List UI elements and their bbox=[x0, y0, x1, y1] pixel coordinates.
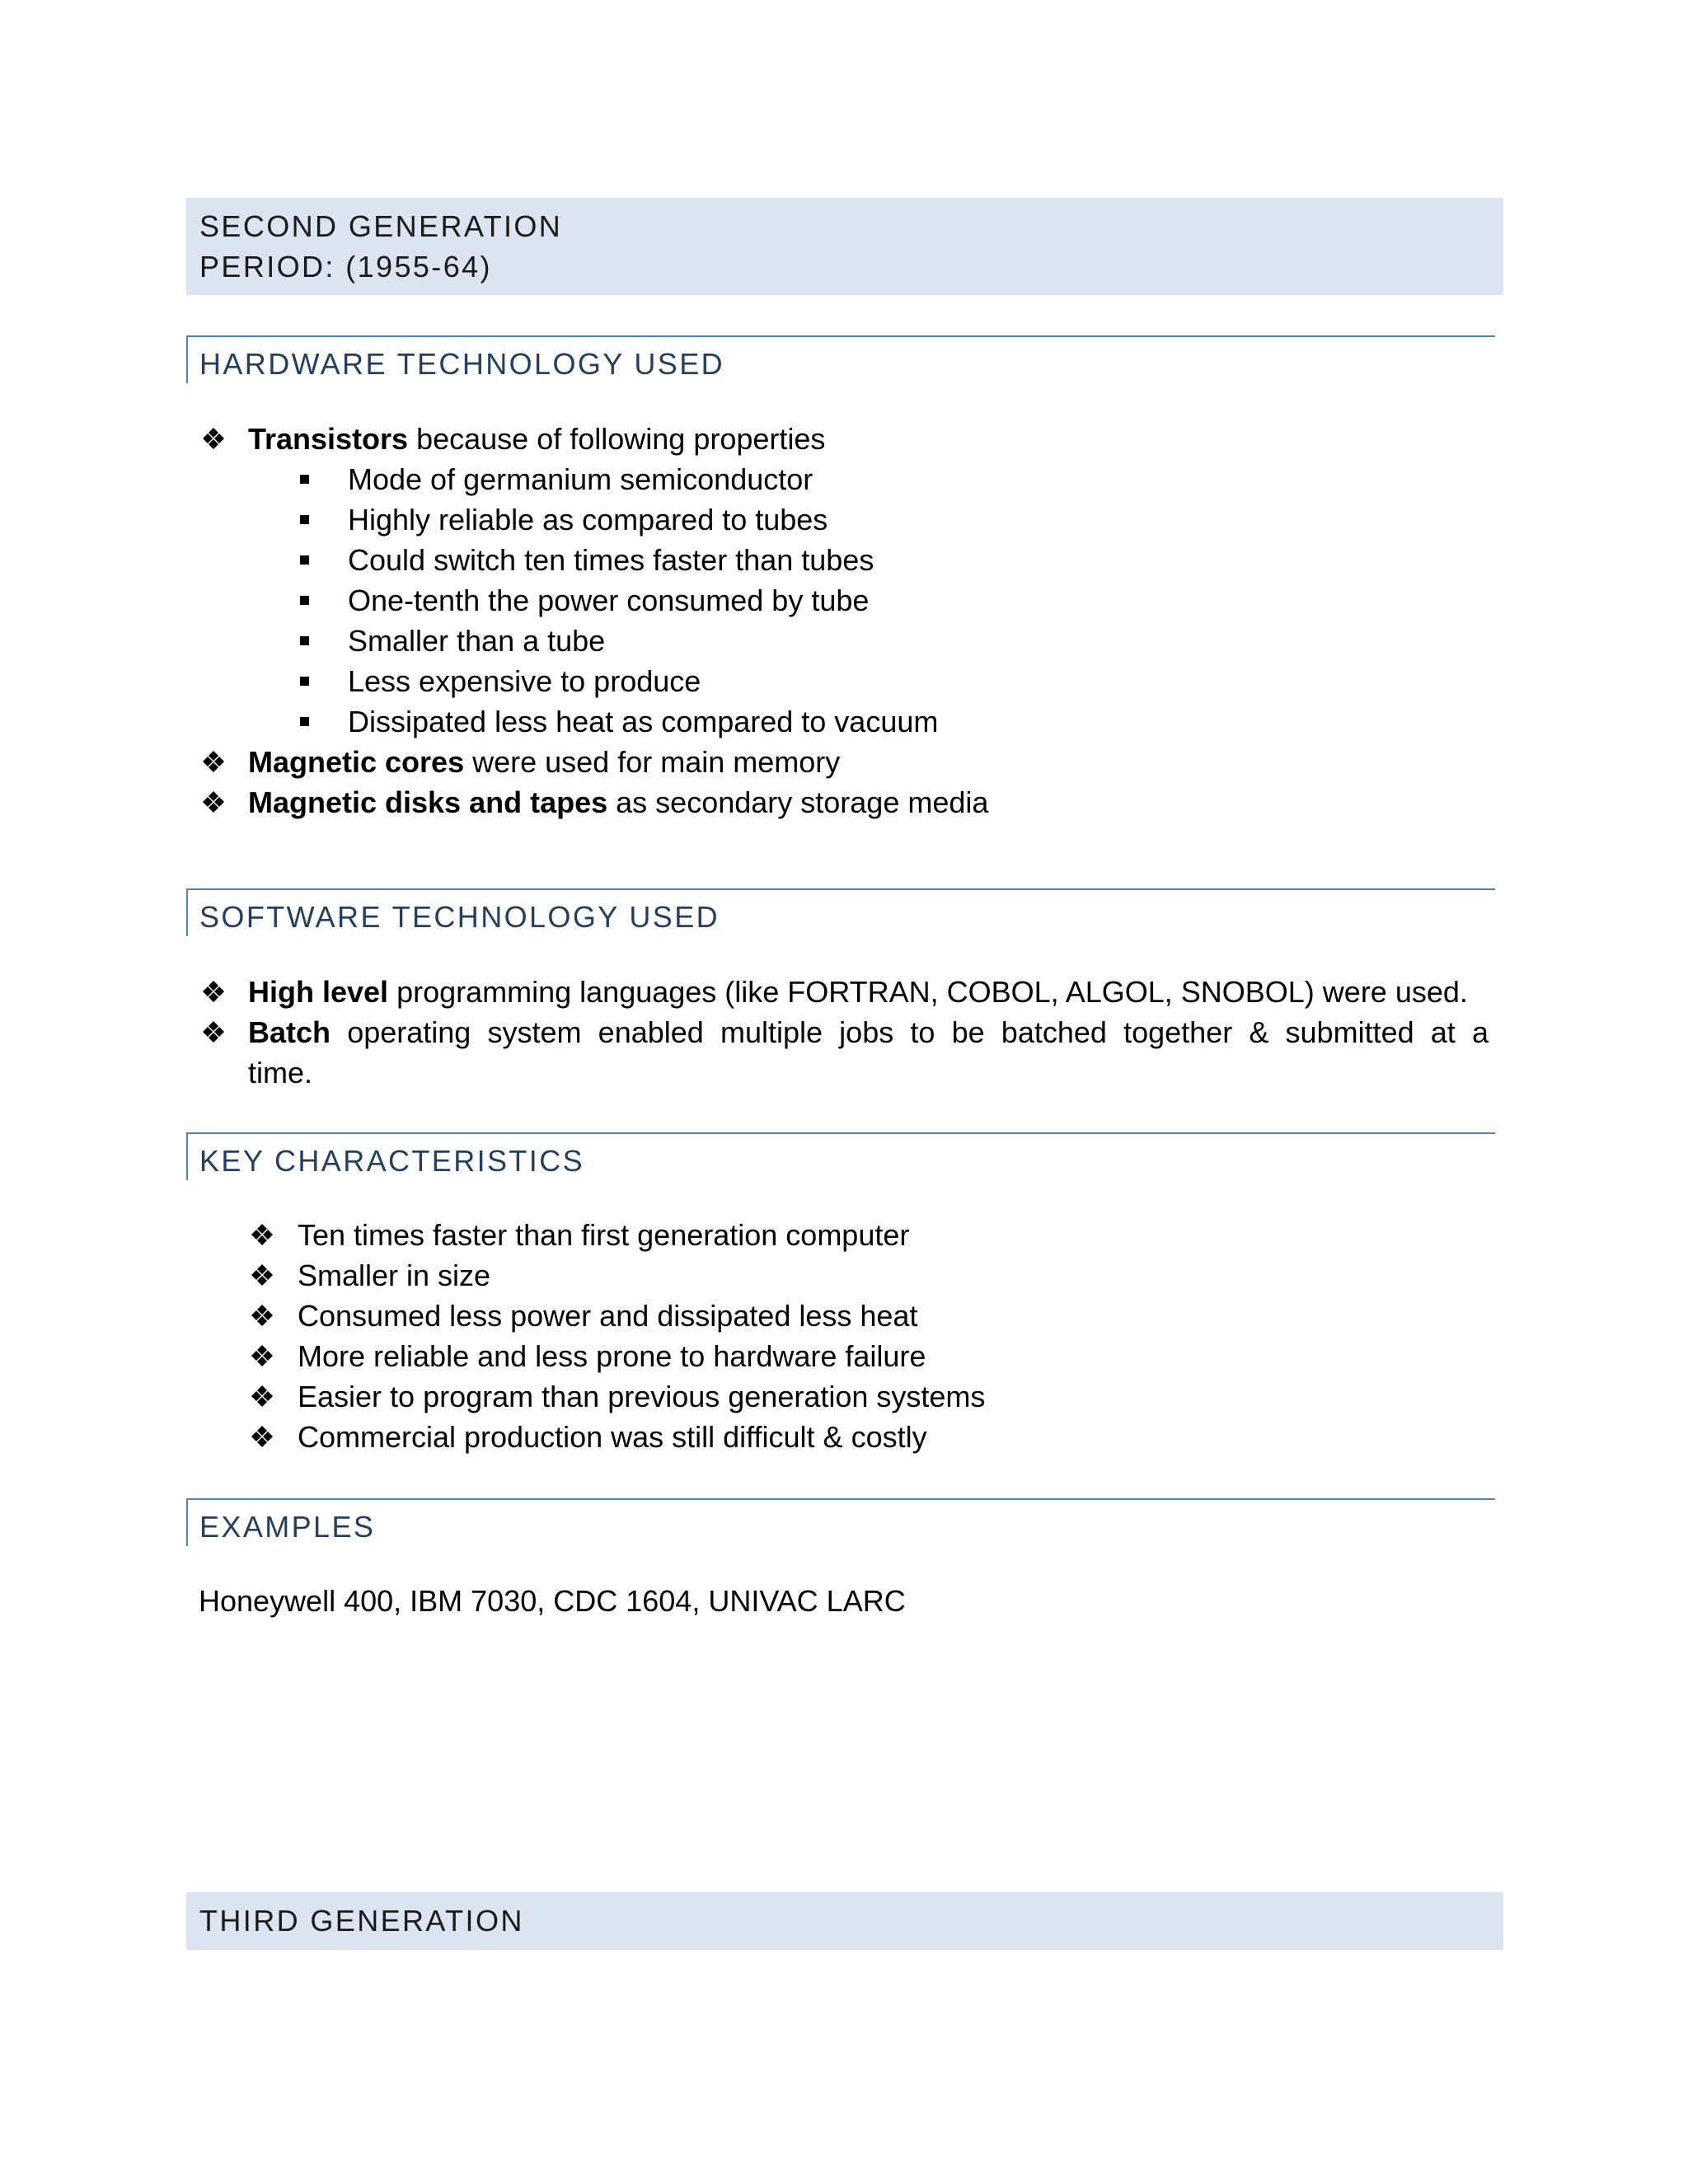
hardware-heading-text: HARDWARE TECHNOLOGY USED bbox=[199, 347, 725, 381]
property-item: One-tenth the power consumed by tube bbox=[348, 583, 870, 617]
characteristic-item: Commercial production was still difficult & costly bbox=[298, 1420, 927, 1454]
square-bullet-icon bbox=[300, 596, 309, 605]
hardware-heading bbox=[186, 335, 1495, 383]
diamond-bullet-icon bbox=[202, 790, 225, 813]
diamond-bullet-icon bbox=[251, 1304, 274, 1327]
software-heading-text: SOFTWARE TECHNOLOGY USED bbox=[199, 900, 720, 934]
second-generation-title: SECOND GENERATION bbox=[199, 209, 563, 243]
characteristic-item: More reliable and less prone to hardware failure bbox=[298, 1339, 926, 1373]
diamond-bullet-icon bbox=[202, 1020, 225, 1043]
transistors-bold: Transistors bbox=[248, 422, 409, 456]
diamond-bullet-icon bbox=[251, 1425, 274, 1448]
magnetic-cores-bold: Magnetic cores bbox=[248, 745, 465, 779]
high-level-item bbox=[248, 972, 1468, 1012]
key-characteristics-heading bbox=[186, 1132, 1495, 1180]
key-characteristics-heading-text: KEY CHARACTERISTICS bbox=[199, 1144, 585, 1178]
diamond-bullet-icon bbox=[251, 1263, 274, 1286]
diamond-bullet-icon bbox=[251, 1385, 274, 1408]
second-generation-banner bbox=[186, 198, 1503, 295]
magnetic-disks-item bbox=[248, 782, 988, 823]
batch-item-line-2: time. bbox=[248, 1056, 313, 1090]
batch-bold: Batch bbox=[248, 1015, 331, 1049]
batch-rest: operating system enabled multiple jobs to be batched together & submitted at a bbox=[331, 1015, 1489, 1049]
third-generation-banner bbox=[186, 1892, 1503, 1950]
second-generation-period: PERIOD: (1955-64) bbox=[199, 250, 492, 284]
examples-heading bbox=[186, 1498, 1495, 1546]
magnetic-disks-rest: as secondary storage media bbox=[607, 785, 989, 819]
magnetic-disks-bold: Magnetic disks and tapes bbox=[248, 785, 608, 819]
software-heading bbox=[186, 888, 1495, 936]
square-bullet-icon bbox=[300, 636, 309, 645]
high-level-bold: High level bbox=[248, 975, 389, 1009]
square-bullet-icon bbox=[300, 677, 309, 686]
square-bullet-icon bbox=[300, 475, 309, 484]
characteristic-item: Ten times faster than first generation computer bbox=[298, 1218, 910, 1252]
examples-heading-text: EXAMPLES bbox=[199, 1510, 376, 1544]
diamond-bullet-icon bbox=[202, 980, 225, 1003]
property-item: Highly reliable as compared to tubes bbox=[348, 503, 828, 537]
property-item: Could switch ten times faster than tubes bbox=[348, 543, 874, 577]
examples-text: Honeywell 400, IBM 7030, CDC 1604, UNIVAC LARC bbox=[199, 1584, 906, 1618]
transistors-item bbox=[248, 419, 825, 459]
property-item: Less expensive to produce bbox=[348, 664, 701, 698]
property-item: Smaller than a tube bbox=[348, 624, 606, 658]
characteristic-item: Consumed less power and dissipated less heat bbox=[298, 1299, 918, 1333]
high-level-rest: programming languages (like FORTRAN, COBOL, ALGOL, SNOBOL) were used. bbox=[388, 975, 1468, 1009]
transistors-rest: because of following properties bbox=[408, 422, 826, 456]
diamond-bullet-icon bbox=[202, 427, 225, 450]
characteristic-item: Smaller in size bbox=[298, 1258, 491, 1292]
magnetic-cores-item bbox=[248, 742, 840, 782]
diamond-bullet-icon bbox=[251, 1344, 274, 1367]
square-bullet-icon bbox=[300, 717, 309, 726]
property-item: Mode of germanium semiconductor bbox=[348, 462, 814, 496]
third-generation-title: THIRD GENERATION bbox=[199, 1904, 524, 1938]
batch-item-line-1 bbox=[248, 1012, 1489, 1052]
square-bullet-icon bbox=[300, 555, 309, 565]
diamond-bullet-icon bbox=[202, 750, 225, 773]
diamond-bullet-icon bbox=[251, 1223, 274, 1246]
magnetic-cores-rest: were used for main memory bbox=[464, 745, 841, 779]
square-bullet-icon bbox=[300, 515, 309, 524]
property-item: Dissipated less heat as compared to vacuum bbox=[348, 705, 939, 738]
characteristic-item: Easier to program than previous generation systems bbox=[298, 1380, 986, 1413]
